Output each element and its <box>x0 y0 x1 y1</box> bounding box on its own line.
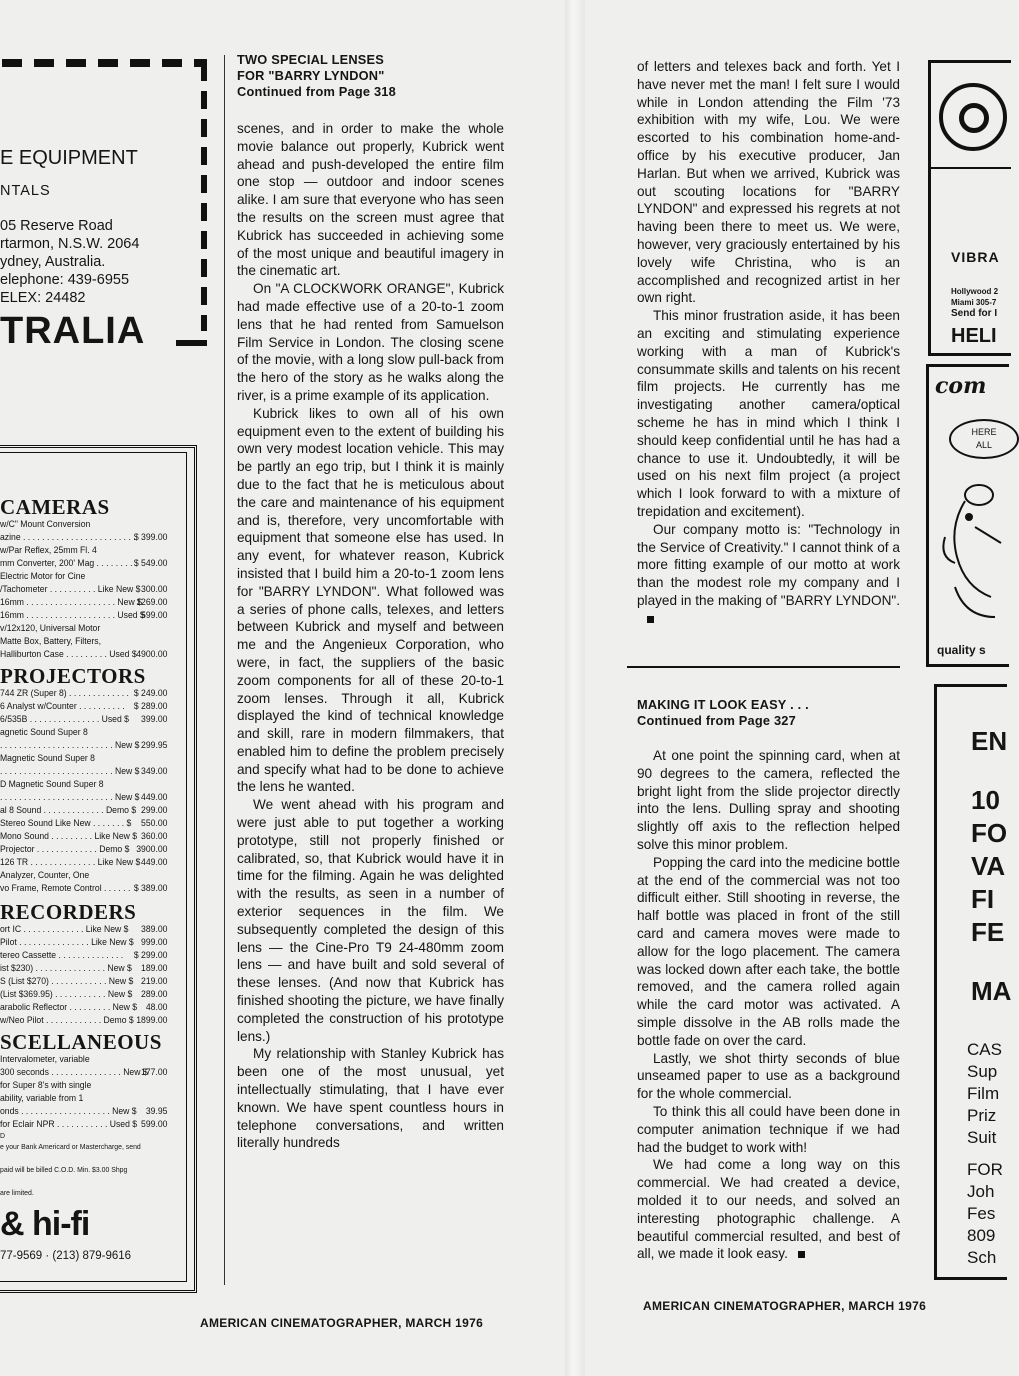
end-mark-icon <box>798 1251 805 1258</box>
vibra-ad <box>928 60 1011 356</box>
listing-item: . . . . . . . . . . . . . . . . . . . . . . . . New $ 449.00 <box>0 791 168 802</box>
page-gutter <box>565 0 585 1376</box>
vibra-line: Hollywood 2 <box>951 287 999 296</box>
listing-item: ability, variable from 1 <box>0 1092 84 1103</box>
paragraph: of letters and telexes back and forth. Yet I have never met the man! I felt sure I would while in London attending the Film '73 exhibition with my wife, Lou. We were escorted to his combination home-and-office by his executive producer, Jan Harlan. But when we arrived, Kubrick was out scouting locations for "BARRY LYNDON" and expressed his regrets at not having been there to meet us. We were, however, very graciously entertained by his lovely wife Christina, who is an accomplished and recognized artist in her own right. <box>637 59 900 306</box>
vibra-line: Miami 305-7 <box>951 298 997 307</box>
listing-item: Pilot . . . . . . . . . . . . . . . Like New $ 999.00 <box>0 936 168 947</box>
section-title-projectors: PROJECTORS <box>0 664 146 688</box>
listing-item: ist $230) . . . . . . . . . . . . . . . New $ 189.00 <box>0 962 168 973</box>
paragraph-text: Our company motto is: "Technology in the Service of Creativity." I cannot think of a more fitting example of our motto at work than the modest role my company and I played in the making of "BARRY LYNDON". <box>637 521 900 608</box>
paragraph: At one point the spinning card, when at 90 degrees to the camera, reflected the bright light from the slide projector directly into the lens. Dulling spray and shooting slightly off axis to the reflection helped solve this minor problem. <box>637 748 900 852</box>
listing-item: v/12x120, Universal Motor <box>0 622 101 633</box>
ad-border-right <box>201 63 207 331</box>
festival-big <box>971 725 1011 1008</box>
listing-item: 6 Analyst w/Counter . . . . . . . . . . $ 289.00 <box>0 700 168 711</box>
article-body-right <box>637 58 900 628</box>
listing-item: w/Par Reflex, 25mm Fl. 4 <box>0 544 97 555</box>
article2-body <box>637 747 900 1263</box>
paragraph <box>637 1156 900 1263</box>
hifi-phone: 77-9569 · (213) 879-9616 <box>0 1250 132 1262</box>
comp-ad <box>926 364 1009 667</box>
festival-small-line: 809 <box>967 1226 996 1245</box>
heading-line: MAKING IT LOOK EASY . . . <box>637 697 809 712</box>
listing-item: . . . . . . . . . . . . . . . . . . . . . . . . New $ 299.95 <box>0 739 168 750</box>
festival-small-line: Priz <box>967 1106 997 1125</box>
vibra-ad-rule <box>931 167 1011 169</box>
listing-item: ort IC . . . . . . . . . . . . . Like New $ 389.00 <box>0 923 168 934</box>
listing-item: 6/535B . . . . . . . . . . . . . . . Used $ 399.00 <box>0 713 168 724</box>
bubble-line: HERE <box>971 427 997 437</box>
section-title-cameras: CAMERAS <box>0 495 110 519</box>
listing-item: Halliburton Case . . . . . . . . . Used $ 4900.00 <box>0 648 168 659</box>
ad-address <box>0 218 170 308</box>
column-rule <box>224 55 225 1285</box>
address-line: rtarmon, N.S.W. 2064 <box>0 236 140 252</box>
address-line: 05 Reserve Road <box>0 218 113 234</box>
festival-big-line: FI <box>971 884 995 914</box>
australia-ad <box>0 55 215 355</box>
festival-small-line: Suit <box>967 1128 997 1147</box>
comp-title: com <box>935 373 987 399</box>
cartoon-figure-icon <box>935 467 1009 627</box>
section-title-miscellaneous: SCELLANEOUS <box>0 1030 162 1054</box>
address-line: ydney, Australia. <box>0 254 106 270</box>
paragraph: Lastly, we shot thirty seconds of blue unseamed paper to use as a background for the whole commercial. <box>637 1050 900 1102</box>
ad-border-top <box>2 59 207 67</box>
listing-item: Mono Sound . . . . . . . . . Like New $ 360.00 <box>0 830 168 841</box>
festival-small-line: Film <box>967 1084 1000 1103</box>
festival-ad <box>934 684 1012 1280</box>
vibra-contact <box>951 286 998 319</box>
paragraph: Popping the card into the medicine bottle at the end of the commercial was not too difficult either. Still shooting in reverse, the half bottle was placed in front of the still card and camera moves were made to allow for the logo placement. The camera was locked down after each take, the bottle removed, and the camera rolled again while the card motor was activated. A simple dissolve in the AB rolls made the bottle fade on over the card. <box>637 854 900 1048</box>
festival-big-line: FO <box>971 818 1008 848</box>
vibra-name: VIBRA <box>951 249 1000 265</box>
bubble-line: ALL <box>975 440 992 450</box>
comp-tag: quality s <box>937 643 986 657</box>
paragraph: This minor frustration aside, it has been an exciting and stimulating experience working with a man of Kubrick's consummate skills and talents on his recent film projects. He currently has me investigating another camera/optical scheme he has in mind which I think I should keep confidential until he has had a chance to use it. Undoubtedly, it will be used on his next film project (a project which I look forward to with a mixture of trepidation and excitement). <box>637 308 900 519</box>
festival-small-line: Fes <box>967 1204 996 1223</box>
festival-big-line: EN <box>971 726 1008 756</box>
festival-small-line: CAS <box>967 1040 1002 1059</box>
section-rule <box>627 666 900 668</box>
listing-note: D <box>0 1131 5 1140</box>
listing-item: agnetic Sound Super 8 <box>0 726 88 737</box>
listing-item: w/Neo Pilot . . . . . . . . . . . . Demo $ 1899.00 <box>0 1014 168 1025</box>
hifi-listing <box>0 495 188 1215</box>
article2-heading <box>637 697 897 729</box>
festival-big-line: FE <box>971 917 1005 947</box>
paragraph: Kubrick likes to own all of his own equipment even to the extent of building his own very modest location vehicle. This may be partly an ego trip, but I think it is mainly due to the fact that he is meticulous about the care and maintenance of his equipment and is, therefore, very uncomfortable with equipment that someone else has used. In any event, for whatever reason, Kubrick insisted that I build him a 20-to-1 zoom lens for "BARRY LYNDON". What followed was a series of phone calls, telexes, and letters between Kubrick and myself and between me and the Angenieux Corporation, who were, in fact, the suppliers of the basic zoom components for all of these 20-to-1 zoom lenses. Through it all, Kubrick displayed the kind of technical knowledge and skill, rare in modern filmmakers, that enabled him to define the problem precisely and specify what had to be done to achieve the lens he wanted. <box>237 405 504 795</box>
listing-item: onds . . . . . . . . . . . . . . . . . . . New $ 39.95 <box>0 1105 168 1116</box>
address-line: ELEX: 24482 <box>0 290 86 306</box>
listing-item: Stereo Sound Like New . . . . . . . $ 550.00 <box>0 817 168 828</box>
paragraph-text: We had come a long way on this commercial. We had created a device, molded it to our needs, and solved an interesting photographic challenge. A beautiful commercial resulted, and best of all, we made it look easy. <box>637 1157 900 1262</box>
festival-big-line: 10 <box>971 785 1000 815</box>
festival-small-line: Joh <box>967 1182 995 1201</box>
listing-item: Analyzer, Counter, One <box>0 869 90 880</box>
listing-item: azine . . . . . . . . . . . . . . . . . . . . . . . . $ 399.00 <box>0 531 168 542</box>
paragraph <box>637 521 900 628</box>
festival-small-line: FOR <box>967 1160 1003 1179</box>
heading-line: Continued from Page 327 <box>637 713 796 728</box>
ad-line-rentals: NTALS <box>0 183 51 199</box>
listing-item: S (List $270) . . . . . . . . . . . . New $ 219.00 <box>0 975 168 986</box>
listing-item: . . . . . . . . . . . . . . . . . . . . . . . . New $ 349.00 <box>0 765 168 776</box>
end-mark-icon <box>647 616 654 623</box>
listing-item: /Tachometer . . . . . . . . . . Like New $ 300.00 <box>0 583 168 594</box>
ad-big-australia: TRALIA <box>0 310 146 352</box>
vibra-line: Send for I <box>951 308 998 319</box>
listing-item: D Magnetic Sound Super 8 <box>0 778 104 789</box>
page-footer-right: AMERICAN CINEMATOGRAPHER, MARCH 1976 <box>643 1299 927 1313</box>
listing-item: (List $369.95) . . . . . . . . . . . New $ 289.00 <box>0 988 168 999</box>
listing-item: vo Frame, Remote Control . . . . . . $ 389.00 <box>0 882 168 893</box>
article-heading <box>237 52 517 100</box>
vibra-brand: HELI <box>951 325 997 347</box>
paragraph: scenes, and in order to make the whole movie balance out properly, Kubrick went ahead and push-developed the entire film one stop — outdoor and indoor scenes alike. I am sure that everyone who has seen the results on the screen must agree that Kubrick has succeeded in achieving some of the most unique and beautiful imagery in the cinematic art. <box>237 121 504 279</box>
ad-line-equipment: E EQUIPMENT <box>0 147 138 169</box>
listing-item: mm Converter, 200' Mag . . . . . . . . . $ 549.00 <box>0 557 168 568</box>
listing-item: 300 seconds . . . . . . . . . . . . . . . New $ 177.00 <box>0 1066 168 1077</box>
listing-item: arabolic Reflector . . . . . . . . . New $ 48.00 <box>0 1001 168 1012</box>
speech-bubble <box>949 419 1019 459</box>
listing-item: w/C" Mount Conversion <box>0 518 91 529</box>
heading-line: TWO SPECIAL LENSES <box>237 52 384 67</box>
festival-small-line: Sch <box>967 1248 997 1267</box>
ad-border-corner <box>176 340 207 346</box>
paragraph: We went ahead with his program and were just able to put together a working prototype, still not properly finished or calibrated, so, that Kubrick would have it in time for the filming. Again he was delighted with the results, as seen in a number of exterior sequences in the film. We subsequently completed the design of this lens — the Cine-Pro T9 24-480mm zoom lens — and have built and sold several of these lenses. (And now that Kubrick has finished shooting the picture, we have finally completed the construction of his prototype lens.) <box>237 797 504 1044</box>
listing-item: 16mm . . . . . . . . . . . . . . . . . . . Used $ 599.00 <box>0 609 168 620</box>
festival-big-line: VA <box>971 851 1006 881</box>
festival-big-line: MA <box>971 976 1012 1006</box>
reel-icon <box>939 83 1007 151</box>
listing-note: are limited. <box>0 1188 34 1197</box>
listing-note: e your Bank Americard or Mastercharge, send <box>0 1142 141 1151</box>
festival-small-line: Sup <box>967 1062 998 1081</box>
hifi-brand: & hi-fi <box>0 1205 90 1243</box>
section-title-recorders: RECORDERS <box>0 900 137 924</box>
heading-line: FOR "BARRY LYNDON" <box>237 68 385 83</box>
listing-item: 16mm . . . . . . . . . . . . . . . . . . . New $ 1269.00 <box>0 596 168 607</box>
listing-note: paid will be billed C.O.D. Min. $3.00 Shpg <box>0 1165 128 1174</box>
hifi-ad <box>0 445 202 1297</box>
page-footer-left: AMERICAN CINEMATOGRAPHER, MARCH 1976 <box>200 1316 484 1330</box>
address-line: elephone: 439-6955 <box>0 272 130 288</box>
heading-line: Continued from Page 318 <box>237 84 396 99</box>
listing-item: tereo Cassette . . . . . . . . . . . . . . $ 299.00 <box>0 949 168 960</box>
listing-item: al 8 Sound . . . . . . . . . . . . . Demo $ 299.00 <box>0 804 168 815</box>
listing-item: for Super 8's with single <box>0 1079 92 1090</box>
listing-item: Electric Motor for Cine <box>0 570 86 581</box>
listing-item: for Eclair NPR . . . . . . . . . . . Used $ 599.00 <box>0 1118 168 1129</box>
article-body-left <box>237 120 504 1152</box>
listing-item: Projector . . . . . . . . . . . . . Demo $ 3900.00 <box>0 843 168 854</box>
listing-item: Matte Box, Battery, Filters, <box>0 635 101 646</box>
paragraph: My relationship with Stanley Kubrick has been one of the most unusual, yet intellectually stimulating, that I have ever known. We have spent countless hours in telephone conversations, and written literally hundreds <box>237 1046 504 1151</box>
festival-small <box>967 1039 1003 1269</box>
paragraph: On "A CLOCKWORK ORANGE", Kubrick had made effective use of a 20-to-1 zoom lens that he had rented from Samuelson Film Service in London. The closing scene of the movie, with a long slow pull-back from the hero of the story as he walks along the river, is a prime example of its application. <box>237 281 504 403</box>
listing-item: 126 TR . . . . . . . . . . . . . . Like New $ 449.00 <box>0 856 168 867</box>
paragraph: To think this all could have been done in computer animation technique if we had had the budget to work with! <box>637 1103 900 1155</box>
listing-item: 744 ZR (Super 8) . . . . . . . . . . . . . $ 249.00 <box>0 687 168 698</box>
listing-item: Magnetic Sound Super 8 <box>0 752 95 763</box>
listing-item: Intervalometer, variable <box>0 1053 90 1064</box>
